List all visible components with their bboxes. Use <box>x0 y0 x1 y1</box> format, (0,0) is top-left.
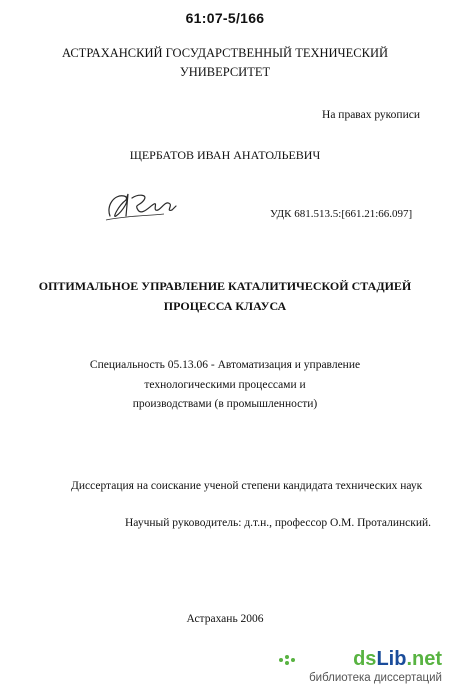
watermark-subtitle: библиотека диссертаций <box>309 672 442 684</box>
author-name: ЩЕРБАТОВ ИВАН АНАТОЛЬЕВИЧ <box>129 148 321 162</box>
university-name-line1: АСТРАХАНСКИЙ ГОСУДАРСТВЕННЫЙ ТЕХНИЧЕСКИЙ <box>61 46 389 60</box>
place-and-year: Астрахань 2006 <box>186 613 264 625</box>
dissertation-note: Диссертация на соискание ученой степени кандидата технических наук <box>71 480 423 492</box>
logo-suffix: .net <box>406 648 442 670</box>
specialty-line1: Специальность 05.13.06 - Автоматизация и управление <box>89 359 361 371</box>
handwritten-signature <box>104 186 180 226</box>
logo-prefix: ds <box>353 648 377 670</box>
udc-code: УДК 681.513.5:[661.21:66.097] <box>270 208 413 220</box>
thesis-title-line2: ПРОЦЕССА КЛАУСА <box>163 299 287 313</box>
manuscript-rights-note: На правах рукописи <box>322 109 420 121</box>
thesis-title-line1: ОПТИМАЛЬНОЕ УПРАВЛЕНИЕ КАТАЛИТИЧЕСКОЙ СТАДИЕЙ <box>38 279 412 293</box>
specialty-line3: производствами (в промышленности) <box>132 398 318 410</box>
dots-logo-icon <box>278 653 302 667</box>
dslib-watermark <box>282 648 442 688</box>
watermark-logo <box>353 648 442 671</box>
specialty-line2: технологическими процессами и <box>144 379 306 391</box>
call-number: 61:07-5/166 <box>185 10 265 26</box>
scientific-supervisor: Научный руководитель: д.т.н., профессор О.М. Проталинский. <box>125 517 432 529</box>
logo-lib: Lib <box>376 648 407 670</box>
university-name-line2: УНИВЕРСИТЕТ <box>179 65 271 79</box>
